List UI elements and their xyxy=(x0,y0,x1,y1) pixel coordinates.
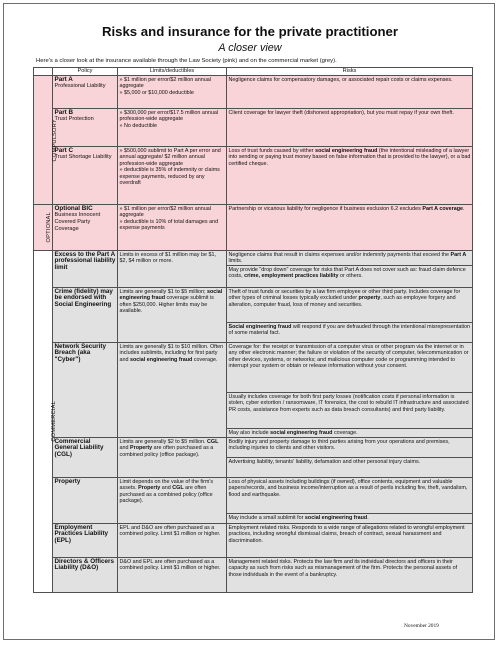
table-row-property xyxy=(34,478,473,514)
table-header-row xyxy=(34,68,473,76)
table-row-epl xyxy=(34,524,473,558)
document-subtitle: A closer view xyxy=(218,42,282,54)
limits-cell: Limits are generally $2 to $5 million. CGL and Property are often purchased as a combined policy (office package). xyxy=(118,438,227,478)
group-label-compulsory: COMPULSORY xyxy=(34,76,53,205)
limits-cell: » $1 million per error/$2 million annual aggregate » deductible is 10% of total damages and expense payments xyxy=(118,205,227,251)
risks-cell: May provide "drop down" coverage for risks that Part A does not cover such as: fraud claim defence costs, crime, employment practices liability or others. xyxy=(227,266,473,288)
risks-cell: Partnership or vicarious liability for negligence if business exclusion 6.2 excludes Part A coverage. xyxy=(227,205,473,251)
risks-cell: Bodily injury and property damage to third parties arising from your operations and premises, including injuries to clients and other visitors. xyxy=(227,438,473,458)
limits-cell: » $1 million per error/$2 million annual aggregate » $5,000 or $10,000 deductible xyxy=(118,76,227,109)
limits-cell: Limits are generally $1 to $5 million; social engineering fraud coverage sublimit is often $250,000. Higher limits may be available. xyxy=(118,288,227,343)
policy-cell: Property xyxy=(53,478,118,524)
risks-cell: Usually includes coverage for both first party losses (notification costs if personal information is stolen, cyber extortion / ransomware, IT forensics, the cost to rebuild IT infrastructure and associated PR costs, assistance from experts such as data breach consultants) and third party liability. xyxy=(227,393,473,429)
policy-cell: Part A Professional Liability xyxy=(53,76,118,109)
group-label-optional: OPTIONAL xyxy=(34,205,53,251)
limits-cell: Limit depends on the value of the firm's assets. Property and CGL are often purchased as a combined policy (office package). xyxy=(118,478,227,524)
risks-cell: May include a small sublimit for social engineering fraud. xyxy=(227,514,473,524)
limits-cell: EPL and D&O are often purchased as a combined policy. Limit $1 million or higher. xyxy=(118,524,227,558)
policy-cell: Part C Trust Shortage Liability xyxy=(53,147,118,205)
policy-cell: Crime (fidelity) may be endorsed with Social Engineering xyxy=(53,288,118,343)
header-risks: Risks xyxy=(227,68,473,76)
header-limits: Limits/deductibles xyxy=(118,68,227,76)
risks-cell: Client coverage for lawyer theft (dishonest appropriation), but you must repay if your own theft. xyxy=(227,109,473,147)
table-row-crime xyxy=(34,288,473,323)
risks-cell: Negligence claims that result in claims expenses and/or indemnity payments that exceed the Part A limits. xyxy=(227,251,473,266)
risks-cell: Negligence claims for compensatory damages, or associated repair costs or claims expenses. xyxy=(227,76,473,109)
risks-cell: Loss of physical assets including buildings (if owned), office contents, equipment and valuable papers/records, and business income/interruption as a result of perils including fire, theft, vandalism, flood and earthquake. xyxy=(227,478,473,514)
insurance-table xyxy=(33,67,473,593)
policy-cell: Directors & Officers Liability (D&O) xyxy=(53,558,118,593)
header-policy: Policy xyxy=(53,68,118,76)
limits-cell: » $300,000 per error/$17.5 million annual profession-wide aggregate » No deductible xyxy=(118,109,227,147)
limits-cell: Limits in excess of $1 million may be $1, $2, $4 million or more. xyxy=(118,251,227,288)
policy-cell: Excess to the Part A professional liability limit xyxy=(53,251,118,288)
table-row-cgl xyxy=(34,438,473,458)
policy-cell: Part B Trust Protection xyxy=(53,109,118,147)
document-title: Risks and insurance for the private practitioner xyxy=(101,24,399,39)
table-row-part-a xyxy=(34,76,473,109)
risks-cell: Social engineering fraud will respond if you are defrauded through the intentional misrepresentation of some material fact. xyxy=(227,323,473,343)
table-row-cyber xyxy=(34,343,473,393)
risks-cell: Employment related risks. Responds to a wide range of allegations related to wrongful employment practices, including wrongful dismissal claims, breach of contract, sexual harassment and discrimination. xyxy=(227,524,473,558)
policy-cell: Network Security Breach (aka "Cyber") xyxy=(53,343,118,438)
limits-cell: Limits are generally $1 to $10 million. Often includes sublimits, including for first party and social engineering fraud coverage. xyxy=(118,343,227,438)
risks-cell: Coverage for: the receipt or transmission of a computer virus or other program via the internet or in any other electronic manner; the failure or violation of the security of computer, telecommunication or other devices, systems, or networks; and malicious computer code or programming intended to interrupt your system or obtain or release information without your consent. xyxy=(227,343,473,393)
policy-cell: Commercial General Liability (CGL) xyxy=(53,438,118,478)
table-row-excess xyxy=(34,251,473,266)
table-row-optional-bic xyxy=(34,205,473,251)
policy-cell: Optional BIC Business Innocent Covered Party Coverage xyxy=(53,205,118,251)
risks-cell: Loss of trust funds caused by either social engineering fraud (the intentional misleading of a lawyer into sending or paying trust money based on false information that is provided to the lawyer), or a bad certified cheque. xyxy=(227,147,473,205)
group-label-commercial: COMMERCIAL xyxy=(34,251,53,593)
policy-cell: Employment Practices Liability (EPL) xyxy=(53,524,118,558)
table-row-part-b xyxy=(34,109,473,147)
risks-cell: Management related risks. Protects the law firm and its individual directors and officers in their capacity as such from risks such as mismanagement of the firm. Protects the personal assets of those individuals in the event of a bankruptcy. xyxy=(227,558,473,593)
intro-text: Here's a closer look at the insurance available through the Law Society (pink) and on the commercial market (grey). xyxy=(36,58,337,64)
risks-cell: Advertising liability, tenants' liability, defamation and other personal injury claims. xyxy=(227,458,473,478)
table-row-dno xyxy=(34,558,473,593)
risks-cell: Theft of trust funds or securities by a law firm employee or other third party. Includes coverage for other types of criminal losses typically excluded under property, such as employee forgery and alteration, computer fraud, loss of money and securities. xyxy=(227,288,473,323)
risks-cell: May also include social engineering fraud coverage. xyxy=(227,429,473,438)
table-row-part-c xyxy=(34,147,473,205)
limits-cell: D&O and EPL are often purchased as a combined policy. Limit $1 million or higher. xyxy=(118,558,227,593)
limits-cell: » $500,000 sublimit to Part A per error and annual aggregate/ $2 million annual profession-wide aggregate » deductible is 35% of indemnity or claims expense payments, reduced by any overdraft xyxy=(118,147,227,205)
footer-date: November 2019 xyxy=(404,623,439,629)
